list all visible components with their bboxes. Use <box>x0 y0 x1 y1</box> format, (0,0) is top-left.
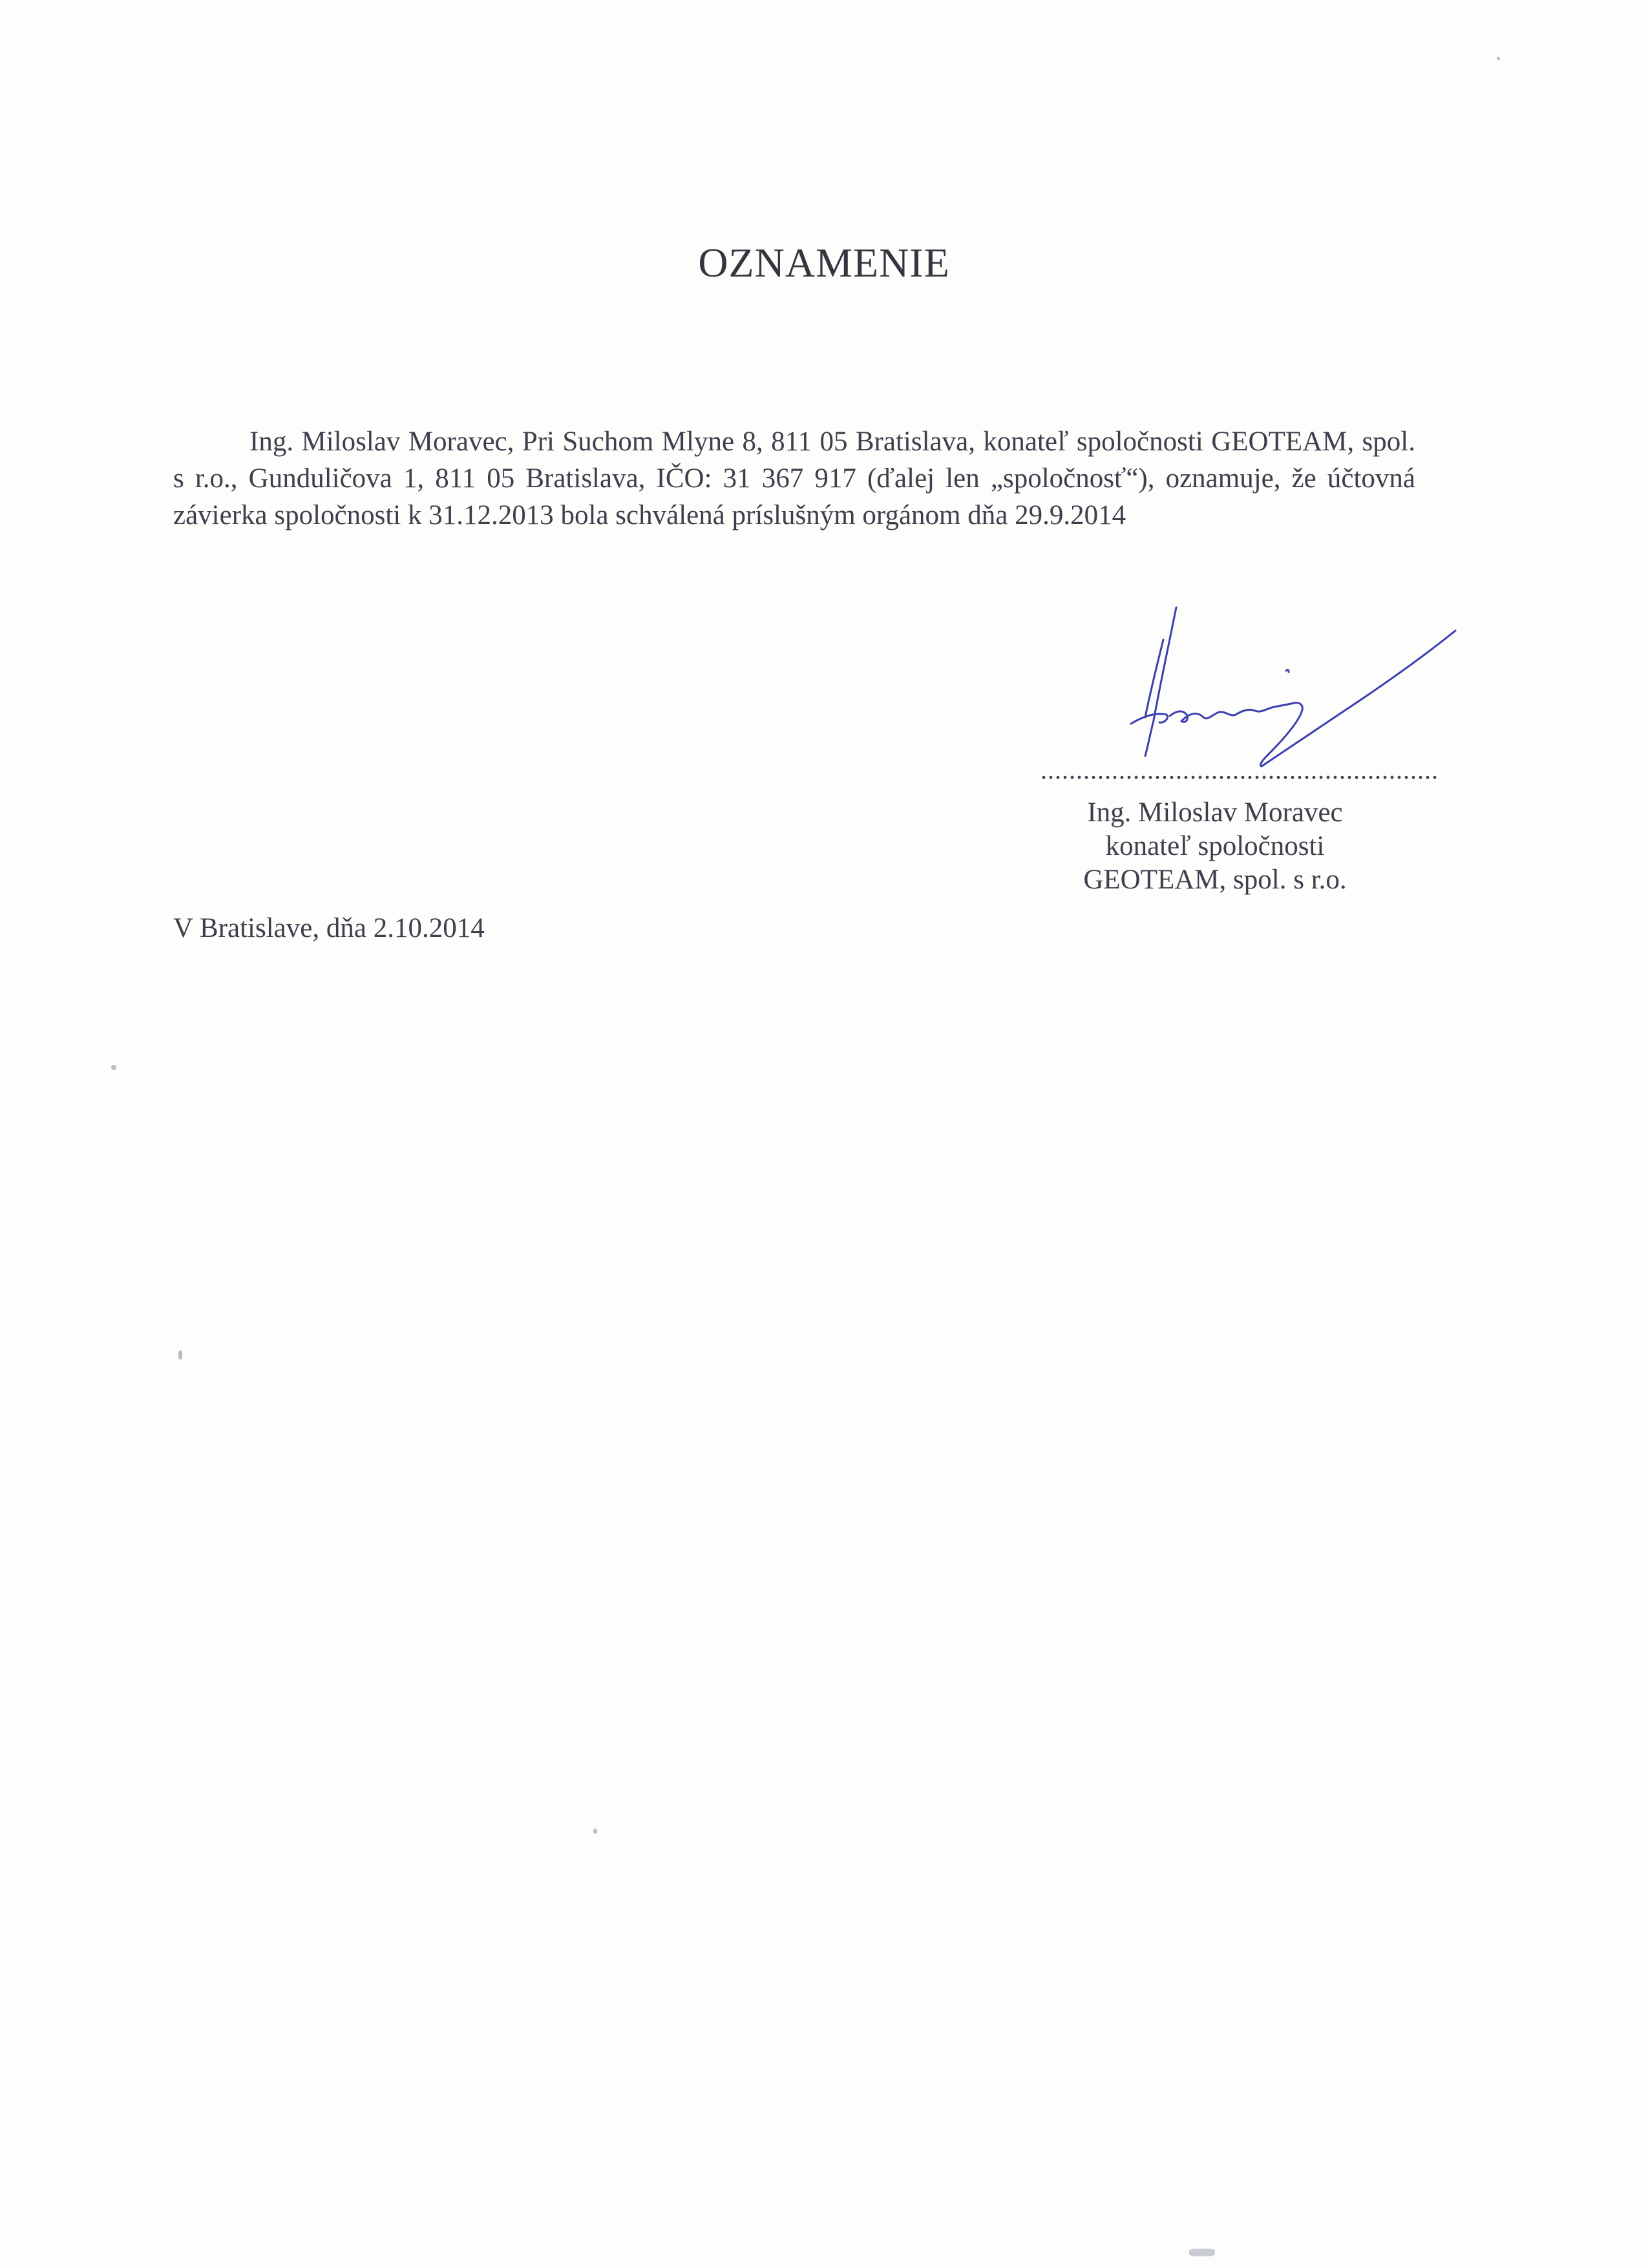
signatory-company: GEOTEAM, spol. s r.o. <box>1083 865 1347 895</box>
paper-speck <box>1497 57 1500 60</box>
paper-speck <box>111 1065 116 1070</box>
notice-paragraph <box>173 423 1415 534</box>
paper-speck <box>178 1350 182 1360</box>
paper-speck <box>1189 2249 1215 2256</box>
signatory-name: Ing. Miloslav Moravec <box>1087 797 1343 828</box>
signature-line: ........................................................ <box>1041 755 1439 784</box>
document-title: OZNAMENIE <box>698 240 950 286</box>
signatory-block <box>1034 796 1396 897</box>
notice-paragraph-text: Ing. Miloslav Moravec, Pri Suchom Mlyne 8, 811 05 Bratislava, konateľ spoločnosti GEOTEAM, spol. s r.o., Gunduličova 1, 811 05 Bratislava, IČO: 31 367 917 (ďalej len „spoločnosť“), oznamuje, že účtovná závierka spoločnosti k 31.12.2013 bola schválená príslušným orgánom dňa 29.9.2014 <box>173 426 1415 530</box>
place-and-date: V Bratislave, dňa 2.10.2014 <box>173 913 485 943</box>
signatory-role: konateľ spoločnosti <box>1105 831 1325 861</box>
paper-speck <box>593 1829 597 1834</box>
